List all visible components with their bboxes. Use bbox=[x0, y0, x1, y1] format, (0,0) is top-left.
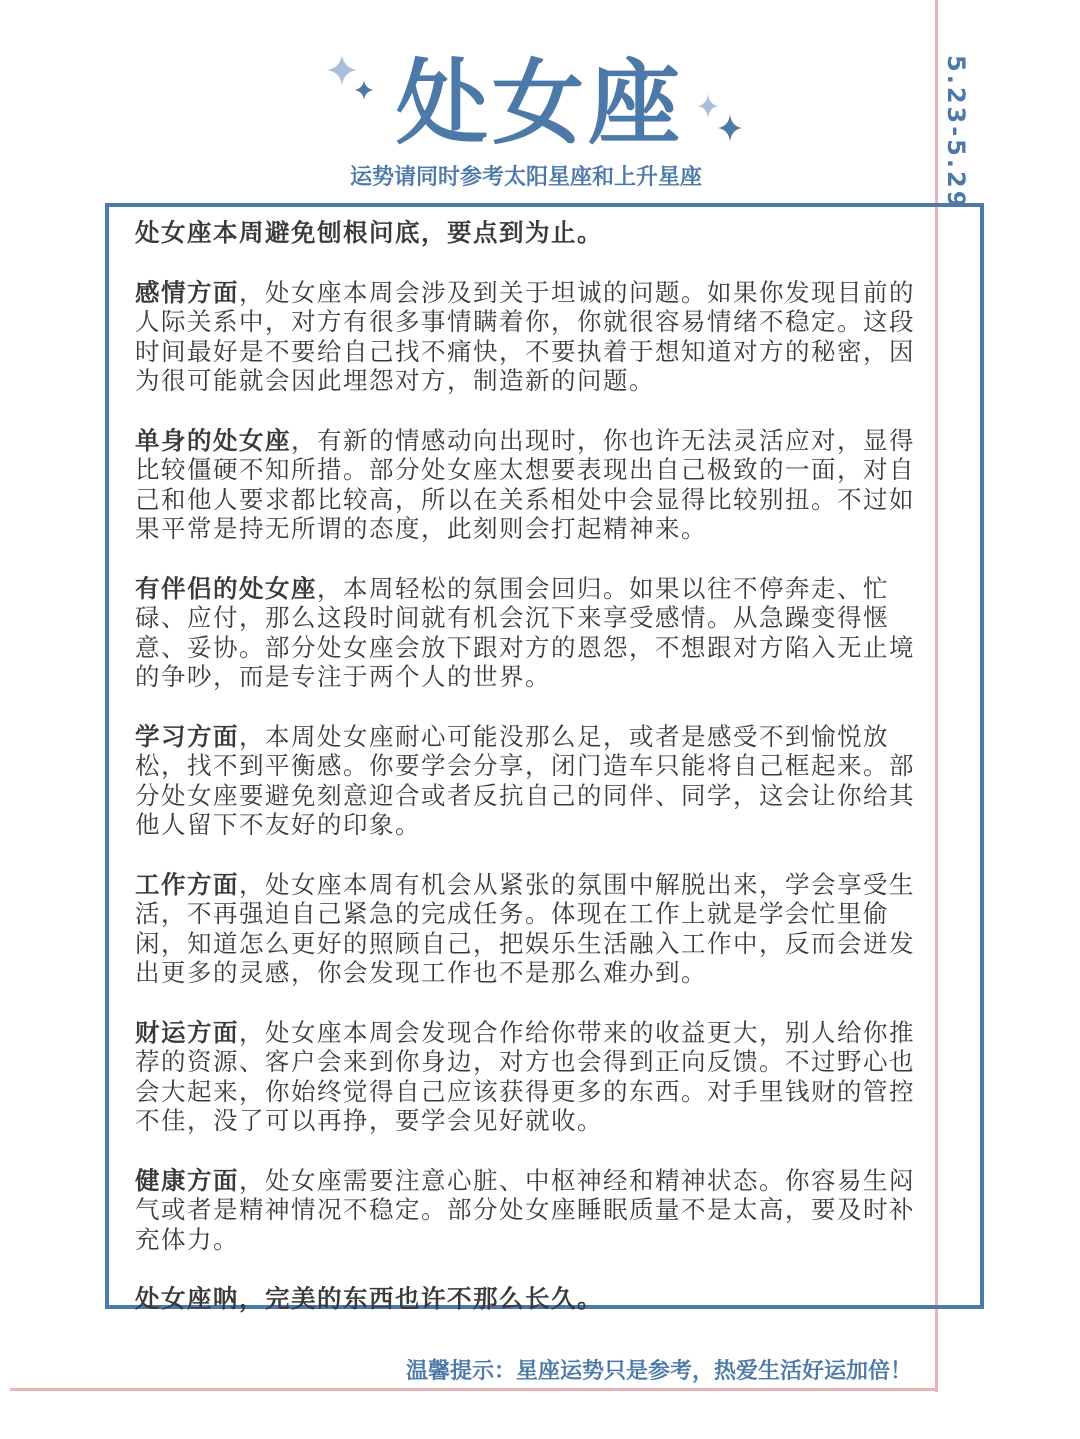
section-heading: 有伴侣的处女座 bbox=[135, 573, 317, 603]
intro-text: 处女座本周避免刨根问底，要点到为止。 bbox=[135, 218, 603, 247]
section-wealth bbox=[135, 1018, 915, 1136]
section-study bbox=[135, 722, 915, 840]
horoscope-content bbox=[135, 218, 915, 1344]
section-text: ，本周处女座耐心可能没那么足，或者是感受不到愉悦放松，找不到平衡感。你要学会分享，闭门造车只能将自己框起来。部分处女座要避免刻意迎合或者反抗自己的同伴、同学，这会让你给其他人留下不友好的印象。 bbox=[135, 721, 915, 839]
section-text: ，处女座本周会涉及到关于坦诚的问题。如果你发现目前的人际关系中，对方有很多事情瞒着你，你就很容易情绪不稳定。这段时间最好是不要给自己找不痛快，不要执着于想知道对方的秘密，因为很可能就会因此埋怨对方，制造新的问题。 bbox=[135, 277, 915, 395]
section-love bbox=[135, 278, 915, 396]
section-heading: 学习方面 bbox=[135, 721, 239, 751]
section-single bbox=[135, 426, 915, 544]
section-heading: 感情方面 bbox=[135, 277, 239, 307]
section-text: ，处女座本周有机会从紧张的氛围中解脱出来，学会享受生活，不再强迫自己紧急的完成任务。体现在工作上就是学会忙里偷闲，知道怎么更好的照顾自己，把娱乐生活融入工作中，反而会迸发出更多的灵感，你会发现工作也不是那么难办到。 bbox=[135, 869, 915, 987]
section-text: ，有新的情感动向出现时，你也许无法灵活应对，显得比较僵硬不知所措。部分处女座太想要表现出自己极致的一面，对自己和他人要求都比较高，所以在关系相处中会显得比较别扭。不过如果平常是持无所谓的态度，此刻则会打起精神来。 bbox=[135, 425, 915, 543]
closing-text: 处女座呐，完美的东西也许不那么长久。 bbox=[135, 1284, 603, 1313]
date-range: 5.23-5.29 bbox=[942, 55, 970, 211]
section-work bbox=[135, 870, 915, 988]
section-heading: 单身的处女座 bbox=[135, 425, 291, 455]
section-health bbox=[135, 1166, 915, 1255]
page-title: 处女座 bbox=[395, 50, 684, 157]
footer-tip: 温馨提示：星座运势只是参考，热爱生活好运加倍！ bbox=[405, 1359, 912, 1384]
subtitle: 运势请同时参考太阳星座和上升星座 bbox=[349, 165, 702, 190]
section-text: ，处女座需要注意心脏、中枢神经和精神状态。你容易生闷气或者是精神情况不稳定。部分处女座睡眠质量不是太高，要及时补充体力。 bbox=[135, 1165, 915, 1254]
section-heading: 工作方面 bbox=[135, 869, 239, 899]
pink-frame-horizontal bbox=[10, 1388, 938, 1391]
section-partnered bbox=[135, 574, 915, 692]
section-text: ，处女座本周会发现合作给你带来的收益更大，别人给你推荐的资源、客户会来到你身边，对方也会得到正向反馈。不过野心也会大起来，你始终觉得自己应该获得更多的东西。对手里钱财的管控不佳，没了可以再挣，要学会见好就收。 bbox=[135, 1017, 915, 1135]
section-heading: 财运方面 bbox=[135, 1017, 239, 1047]
section-heading: 健康方面 bbox=[135, 1165, 239, 1195]
section-text: ，本周轻松的氛围会回归。如果以往不停奔走、忙碌、应付，那么这段时间就有机会沉下来享受感情。从急躁变得惬意、妥协。部分处女座会放下跟对方的恩怨，不想跟对方陷入无止境的争吵，而是专注于两个人的世界。 bbox=[135, 573, 915, 691]
